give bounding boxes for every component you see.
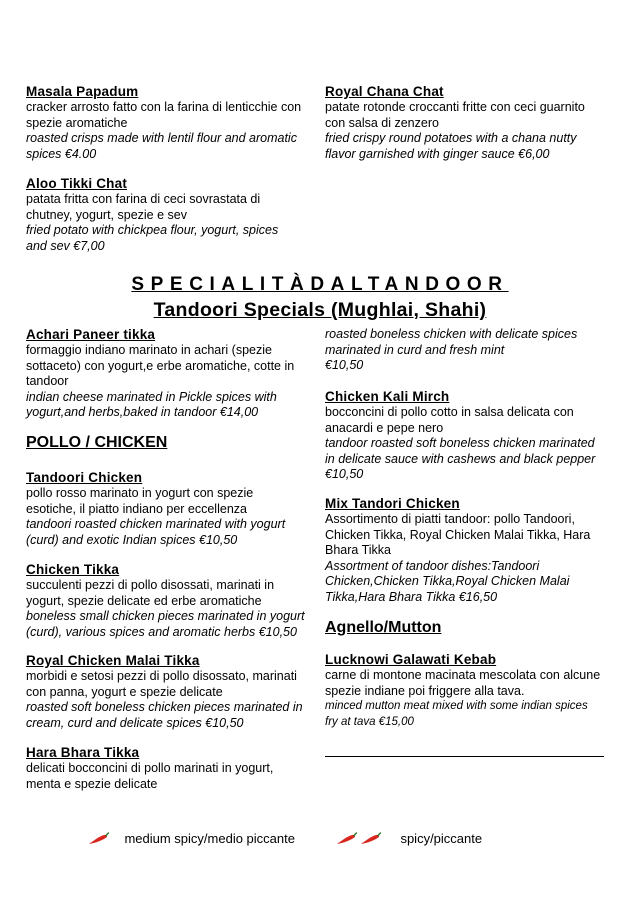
- menu-item-masala-papadum: [26, 84, 326, 162]
- category-heading-pollo: POLLO / CHICKEN: [26, 434, 168, 451]
- menu-item-mix-tandori-chicken: [325, 496, 625, 605]
- item-title: Chicken Kali Mirch: [325, 389, 450, 404]
- item-desc-it: morbidi e setosi pezzi di pollo disossato, marinati con panna, yogurt e spezie delicate: [26, 669, 297, 699]
- legend-spicy-label: spicy/piccante: [400, 831, 483, 846]
- chili-pepper-icon: [88, 832, 110, 846]
- item-title: Royal Chicken Malai Tikka: [26, 653, 200, 668]
- item-desc-en: fried crispy round potatoes with a chana nutty flavor garnished with ginger sauce €6,00: [325, 131, 577, 161]
- section-title: SPECIALITÀDALTANDOOR: [131, 274, 509, 295]
- chili-pepper-icon: [336, 832, 358, 846]
- item-desc-en: indian cheese marinated in Pickle spices with yogurt,and herbs,baked in tandoor €14,00: [26, 389, 277, 419]
- item-desc-en: tandoor roasted soft boneless chicken marinated in delicate sauce with cashews and black pepper €10,50: [325, 436, 596, 481]
- item-desc-it: patate rotonde croccanti fritte con ceci guarnito con salsa di zenzero: [325, 100, 585, 130]
- menu-item-tandoori-chicken: [26, 470, 326, 548]
- legend-medium-spicy: [88, 830, 295, 848]
- menu-item-hara-bhara-tikka: [26, 745, 326, 792]
- menu-item-chicken-tikka: [26, 562, 326, 640]
- item-desc-en: roasted crisps made with lentil flour and aromatic spices €4.00: [26, 131, 297, 161]
- item-desc-en: roasted soft boneless chicken pieces marinated in cream, curd and delicate spices €10,50: [26, 700, 303, 730]
- item-title: Masala Papadum: [26, 84, 139, 99]
- legend-spicy: [336, 830, 482, 848]
- divider-line: [325, 756, 604, 757]
- menu-item-royal-chicken-malai-tikka: [26, 653, 326, 731]
- item-title: Tandoori Chicken: [26, 470, 143, 485]
- item-desc-it: Assortimento di piatti tandoor: pollo Tandoori, Chicken Tikka, Royal Chicken Malai Tikka, Hara Bhara Tikka: [325, 512, 591, 557]
- item-title: Chicken Tikka: [26, 562, 120, 577]
- item-desc-it: bocconcini di pollo cotto in salsa delicata con anacardi e pepe nero: [325, 405, 574, 435]
- menu-item-royal-chana-chat: [325, 84, 625, 162]
- item-desc-it: patata fritta con farina di ceci sovrastata di chutney, yogurt, spezie e sev: [26, 192, 261, 222]
- item-desc-en: roasted boneless chicken with delicate spices marinated in curd and fresh mint €10,50: [325, 327, 578, 372]
- item-desc-en: Assortment of tandoor dishes:Tandoori Chicken,Chicken Tikka,Royal Chicken Malai Tikka,Hara Bhara Tikka €16,50: [325, 558, 570, 604]
- item-title: Lucknowi Galawati Kebab: [325, 652, 497, 667]
- section-subtitle: Tandoori Specials (Mughlai, Shahi): [153, 299, 487, 321]
- item-title: Achari Paneer tikka: [26, 327, 156, 342]
- item-title: Aloo Tikki Chat: [26, 176, 128, 191]
- menu-item-aloo-tikki-chat: [26, 176, 326, 254]
- item-desc-it: formaggio indiano marinato in achari (spezie sottaceto) con yogurt,e erbe aromatiche, cotte in tandoor: [26, 343, 295, 388]
- menu-item-chicken-kali-mirch: [325, 389, 625, 483]
- chili-pepper-icon: [360, 832, 382, 846]
- item-desc-it: pollo rosso marinato in yogurt con spezie esotiche, il piatto indiano per eccellenza: [26, 486, 254, 516]
- item-desc-en: tandoori roasted chicken marinated with yogurt (curd) and exotic Indian spices €10,50: [26, 517, 286, 547]
- item-title: Royal Chana Chat: [325, 84, 444, 99]
- menu-item-achari-paneer-tikka: [26, 327, 326, 421]
- item-desc-it: carne di montone macinata mescolata con alcune spezie indiane poi friggere alla tava.: [325, 668, 601, 698]
- item-desc-en: fried potato with chickpea flour, yogurt, spices and sev €7,00: [26, 223, 279, 253]
- menu-item-lucknowi-galawati-kebab: [325, 652, 625, 730]
- menu-item-hara-bhara-continued: [325, 327, 625, 374]
- item-title: Hara Bhara Tikka: [26, 745, 140, 760]
- item-desc-it: succulenti pezzi di pollo disossati, marinati in yogurt, spezie delicate ed erbe aromatiche: [26, 578, 275, 608]
- item-desc-en: minced mutton meat mixed with some indian spices fry at tava €15,00: [325, 700, 588, 728]
- item-title: Mix Tandori Chicken: [325, 496, 460, 511]
- category-heading-mutton: Agnello/Mutton: [325, 619, 442, 636]
- item-desc-it: cracker arrosto fatto con la farina di lenticchie con spezie aromatiche: [26, 100, 302, 130]
- item-desc-it: delicati bocconcini di pollo marinati in yogurt, menta e spezie delicate: [26, 761, 274, 791]
- item-desc-en: boneless small chicken pieces marinated in yogurt (curd), various spices and aromatic herbs €10,50: [26, 609, 305, 639]
- legend-medium-label: medium spicy/medio piccante: [124, 831, 295, 846]
